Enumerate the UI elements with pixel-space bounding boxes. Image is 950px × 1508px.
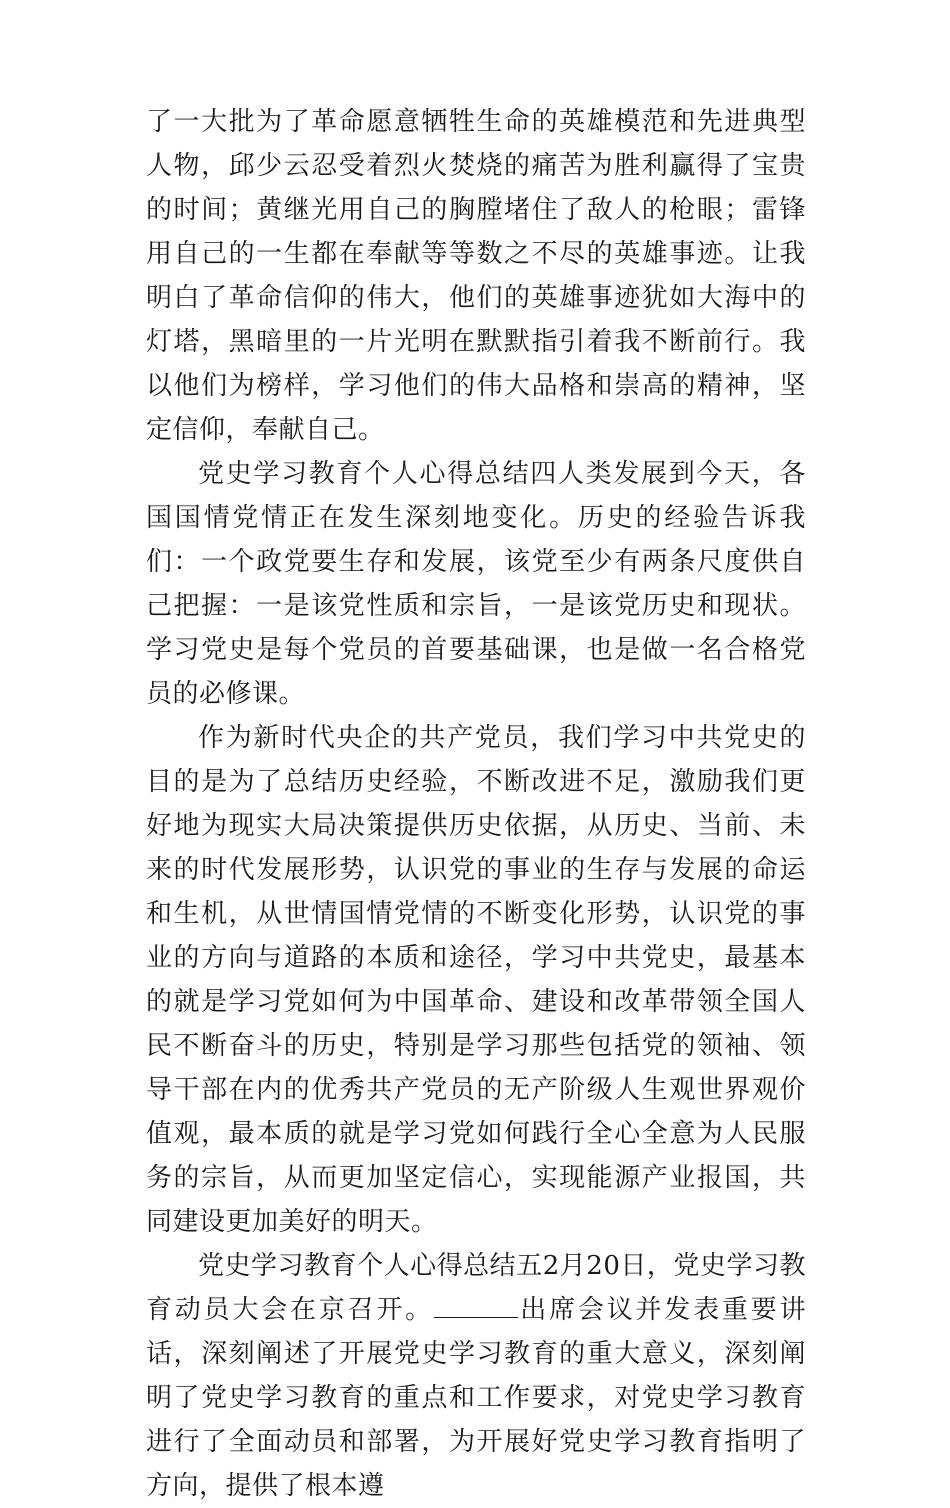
paragraph-central-enterprise: 作为新时代央企的共产党员，我们学习中共党史的目的是为了总结历史经验，不断改进不足，激励我们更好地为现实大局决策提供历史依据，从历史、当前、未来的时代发展形势，认识党的事业的生存与发展的命运和生机，从世情国情党情的不断变化形势，认识党的事业的方向与道路的本质和途径，学习中共党史，最基本的就是学习党如何为中国革命、建设和改革带领全国人民不断奋斗的历史，特别是学习那些包括党的领袖、领导干部在内的优秀共产党员的无产阶级人生观世界观价值观，最本质的就是学习党如何践行全心全意为人民服务的宗旨，从而更加坚定信心，实现能源产业报国，共同建设更加美好的明天。 — [146, 723, 806, 1237]
paragraph-summary-five-end: 出席会议并发表重要讲话，深刻阐述了开展党史学习教育的重大意义，深刻阐明了党史学习教育的重点和工作要求，对党史学习教育进行了全面动员和部署，为开展好党史学习教育指明了方向，提供了根本遵 — [146, 1295, 806, 1501]
paragraph-heroes: 了一大批为了革命愿意牺牲生命的英雄模范和先进典型人物，邱少云忍受着烈火焚烧的痛苦为胜利赢得了宝贵的时间；黄继光用自己的胸膛堵住了敌人的枪眼；雷锋用自己的一生都在奉献等等数之不尽的英雄事迹。让我明白了革命信仰的伟大，他们的英雄事迹犹如大海中的灯塔，黑暗里的一片光明在默默指引着我不断前行。我以他们为榜样，学习他们的伟大品格和崇高的精神，坚定信仰，奉献自己。 — [146, 107, 806, 445]
paragraph-summary-four: 党史学习教育个人心得总结四人类发展到今天，各国国情党情正在发生深刻地变化。历史的经验告诉我们：一个政党要生存和发展，该党至少有两条尺度供自己把握：一是该党性质和宗旨，一是该党历史和现状。学习党史是每个党员的首要基础课，也是做一名合格党员的必修课。 — [146, 459, 806, 709]
document-body — [146, 100, 806, 1508]
paragraph-summary-five — [146, 1244, 806, 1508]
blank-underline — [434, 1295, 518, 1318]
paragraph-summary-five-start: 党史学习教育个人心得总结五2月20日，党史学习教育动员大会在京召开。 — [146, 1251, 806, 1325]
